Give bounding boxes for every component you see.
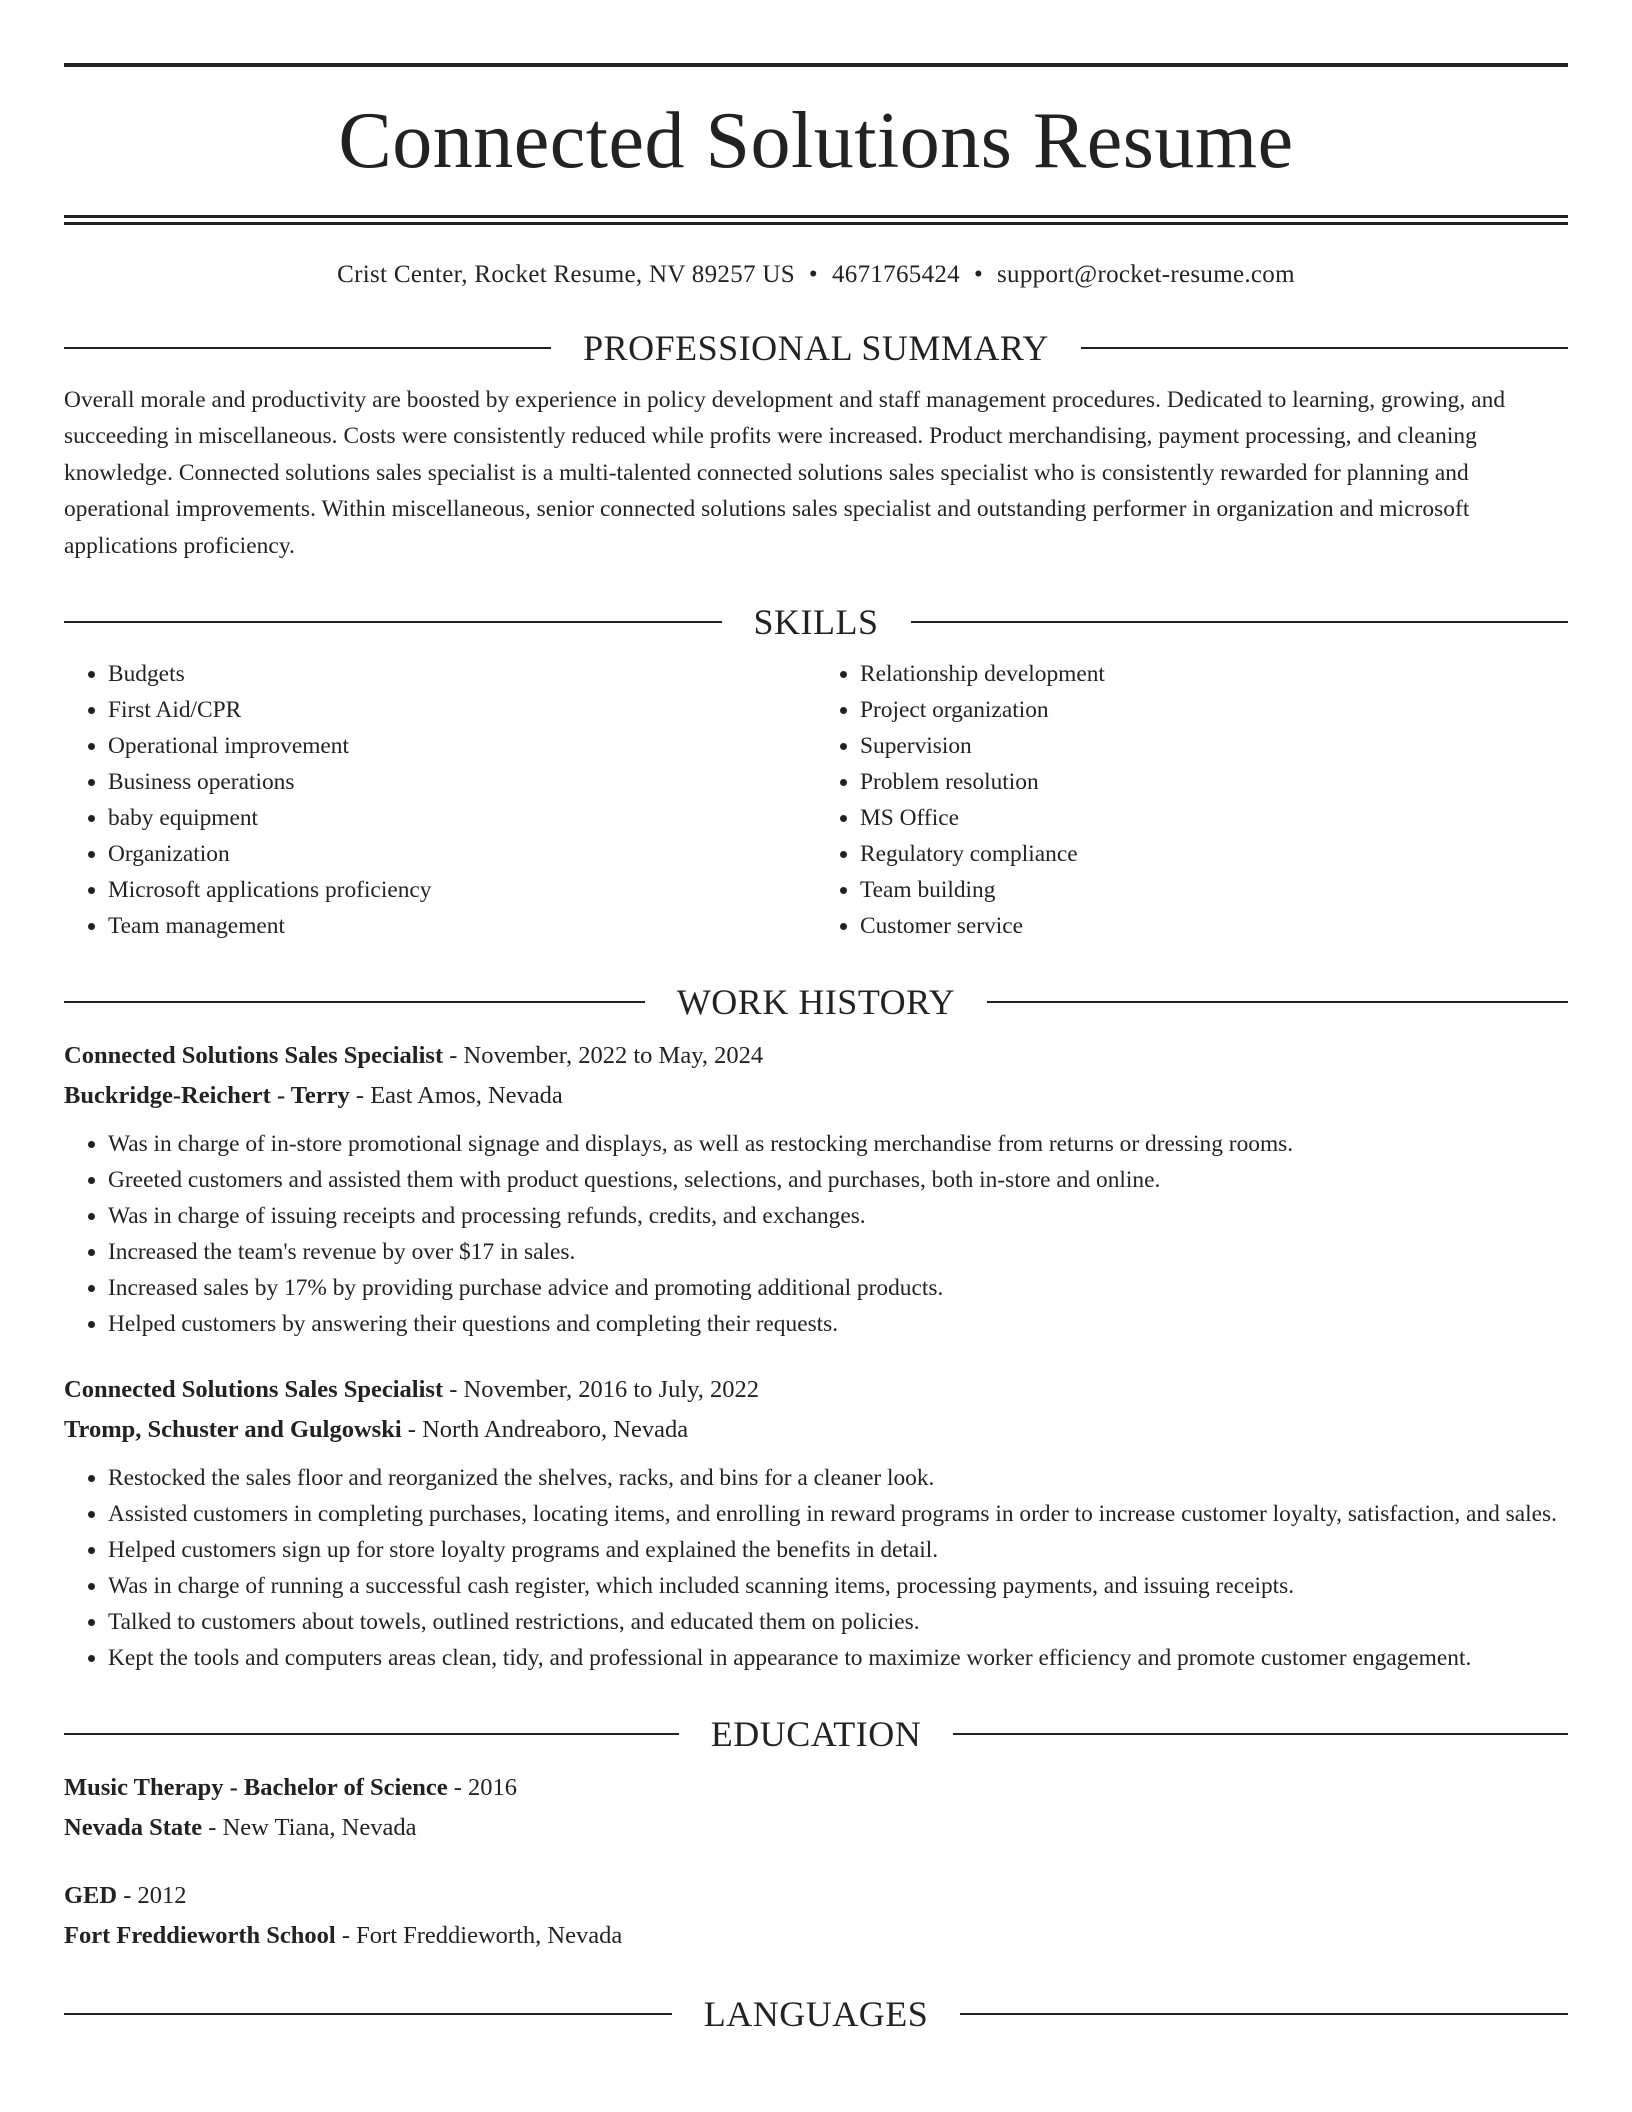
skill-item: • MS Office	[860, 800, 1568, 836]
skill-item: • Operational improvement	[108, 728, 816, 764]
education-year: 2012	[137, 1882, 187, 1910]
job-bullet: • Increased sales by 17% by providing purchase advice and promoting additional products.	[108, 1270, 1568, 1306]
education-location: Fort Freddieworth, Nevada	[356, 1922, 623, 1950]
job-dates: November, 2016 to July, 2022	[463, 1376, 760, 1404]
section-header-summary	[64, 328, 1568, 368]
divider	[64, 1001, 645, 1003]
job-bullet: • Was in charge of issuing receipts and processing refunds, credits, and exchanges.	[108, 1198, 1568, 1234]
job-entry	[64, 1370, 1568, 1676]
job-bullet: • Helped customers sign up for store loyalty programs and explained the benefits in detail.	[108, 1532, 1568, 1568]
divider	[987, 1001, 1568, 1003]
education-school-line: Fort Freddieworth School - Fort Freddieworth, Nevada	[64, 1922, 623, 1950]
education-school: Fort Freddieworth School	[64, 1922, 336, 1950]
education-degree: GED	[64, 1882, 118, 1910]
skill-item: • Customer service	[860, 908, 1568, 944]
top-rule	[64, 63, 1568, 67]
divider	[64, 2013, 672, 2015]
skill-item: • Regulatory compliance	[860, 836, 1568, 872]
job-role: Connected Solutions Sales Specialist	[64, 1376, 444, 1404]
job-dates: November, 2022 to May, 2024	[463, 1042, 764, 1070]
divider	[911, 621, 1569, 623]
job-company-line: Tromp, Schuster and Gulgowski - North Andreaboro, Nevada	[64, 1416, 689, 1444]
contact-address: Crist Center, Rocket Resume, NV 89257 US	[337, 261, 795, 288]
skills-list	[64, 656, 1568, 944]
job-bullets	[64, 1460, 1568, 1676]
section-title: SKILLS	[753, 602, 879, 643]
summary-text: Overall morale and productivity are boosted by experience in policy development and staff management procedures. Dedicated to learning, growing, and succeeding in miscellaneous. Costs were consistently reduced while profits were increased. Product merchandising, payment processing, and cleaning knowledge. Connected solutions sales specialist is a multi-talented connected solutions sales specialist who is consistently rewarded for planning and operational improvements. Within miscellaneous, senior connected solutions sales specialist and outstanding performer in organization and microsoft applications proficiency.	[64, 387, 1506, 559]
section-header-education	[64, 1714, 1568, 1754]
job-bullet: • Increased the team's revenue by over $17 in sales.	[108, 1234, 1568, 1270]
section-header-work-history	[64, 982, 1568, 1022]
contact-separator: •	[808, 261, 818, 288]
job-bullet: • Talked to customers about towels, outlined restrictions, and educated them on policies.	[108, 1604, 1568, 1640]
job-location: East Amos, Nevada	[370, 1082, 563, 1110]
contact-separator: •	[973, 261, 984, 288]
job-bullet: • Was in charge of in-store promotional signage and displays, as well as restocking merchandise from returns or dressing rooms.	[108, 1126, 1568, 1162]
divider	[64, 347, 551, 349]
job-entry	[64, 1036, 1568, 1342]
job-company: Buckridge-Reichert - Terry	[64, 1082, 350, 1110]
divider	[953, 1733, 1568, 1735]
job-role-line: Connected Solutions Sales Specialist - November, 2022 to May, 2024	[64, 1042, 764, 1070]
skill-item: • First Aid/CPR	[108, 692, 816, 728]
job-company: Tromp, Schuster and Gulgowski	[64, 1416, 402, 1444]
skill-item: • Organization	[108, 836, 816, 872]
contact-phone: 4671765424	[831, 261, 960, 288]
section-title: LANGUAGES	[703, 1994, 929, 2035]
job-role: Connected Solutions Sales Specialist	[64, 1042, 444, 1070]
divider	[64, 621, 722, 623]
skill-item: • Problem resolution	[860, 764, 1568, 800]
section-header-skills	[64, 602, 1568, 642]
education-school-line: Nevada State - New Tiana, Nevada	[64, 1814, 417, 1842]
divider	[1081, 347, 1568, 349]
education-school: Nevada State	[64, 1814, 203, 1842]
education-entry	[64, 1768, 1568, 1848]
title-double-rule	[64, 215, 1568, 225]
skill-item: • Microsoft applications proficiency	[108, 872, 816, 908]
education-degree-line: Music Therapy - Bachelor of Science - 2016	[64, 1774, 517, 1802]
divider	[64, 1733, 679, 1735]
contact-email[interactable]: support@rocket-resume.com	[997, 261, 1295, 288]
skill-item: • Team management	[108, 908, 816, 944]
job-company-line: Buckridge-Reichert - Terry - East Amos, Nevada	[64, 1082, 563, 1110]
skill-item: • Budgets	[108, 656, 816, 692]
skill-item: • Team building	[860, 872, 1568, 908]
divider	[960, 2013, 1568, 2015]
job-bullet: • Restocked the sales floor and reorganized the shelves, racks, and bins for a cleaner look.	[108, 1460, 1568, 1496]
job-bullet: • Kept the tools and computers areas clean, tidy, and professional in appearance to maximize worker efficiency and promote customer engagement.	[108, 1640, 1568, 1676]
job-bullets	[64, 1126, 1568, 1342]
section-header-languages	[64, 1994, 1568, 2034]
education-year: 2016	[468, 1774, 517, 1802]
skill-item: • Relationship development	[860, 656, 1568, 692]
job-location: North Andreaboro, Nevada	[422, 1416, 689, 1444]
skill-item: • Supervision	[860, 728, 1568, 764]
education-location: New Tiana, Nevada	[222, 1814, 417, 1842]
section-title: EDUCATION	[710, 1714, 922, 1755]
section-title: PROFESSIONAL SUMMARY	[583, 328, 1049, 368]
job-bullet: • Helped customers by answering their questions and completing their requests.	[108, 1306, 1568, 1342]
job-bullet: • Greeted customers and assisted them with product questions, selections, and purchases, both in-store and online.	[108, 1162, 1568, 1198]
contact-line	[64, 260, 1568, 290]
education-entry	[64, 1876, 1568, 1956]
section-title: WORK HISTORY	[676, 982, 956, 1023]
education-degree-line: GED - 2012	[64, 1882, 187, 1910]
skills-column-right	[816, 656, 1568, 944]
job-role-line: Connected Solutions Sales Specialist - November, 2016 to July, 2022	[64, 1376, 760, 1404]
education-degree: Music Therapy - Bachelor of Science	[64, 1774, 448, 1802]
resume-title: Connected Solutions Resume	[338, 97, 1294, 185]
skills-column-left	[64, 656, 816, 944]
job-bullet: • Assisted customers in completing purchases, locating items, and enrolling in reward programs in order to increase customer loyalty, satisfaction, and sales.	[108, 1496, 1568, 1532]
skill-item: • Project organization	[860, 692, 1568, 728]
skill-item: • Business operations	[108, 764, 816, 800]
job-bullet: • Was in charge of running a successful cash register, which included scanning items, processing payments, and issuing receipts.	[108, 1568, 1568, 1604]
skill-item: • baby equipment	[108, 800, 816, 836]
